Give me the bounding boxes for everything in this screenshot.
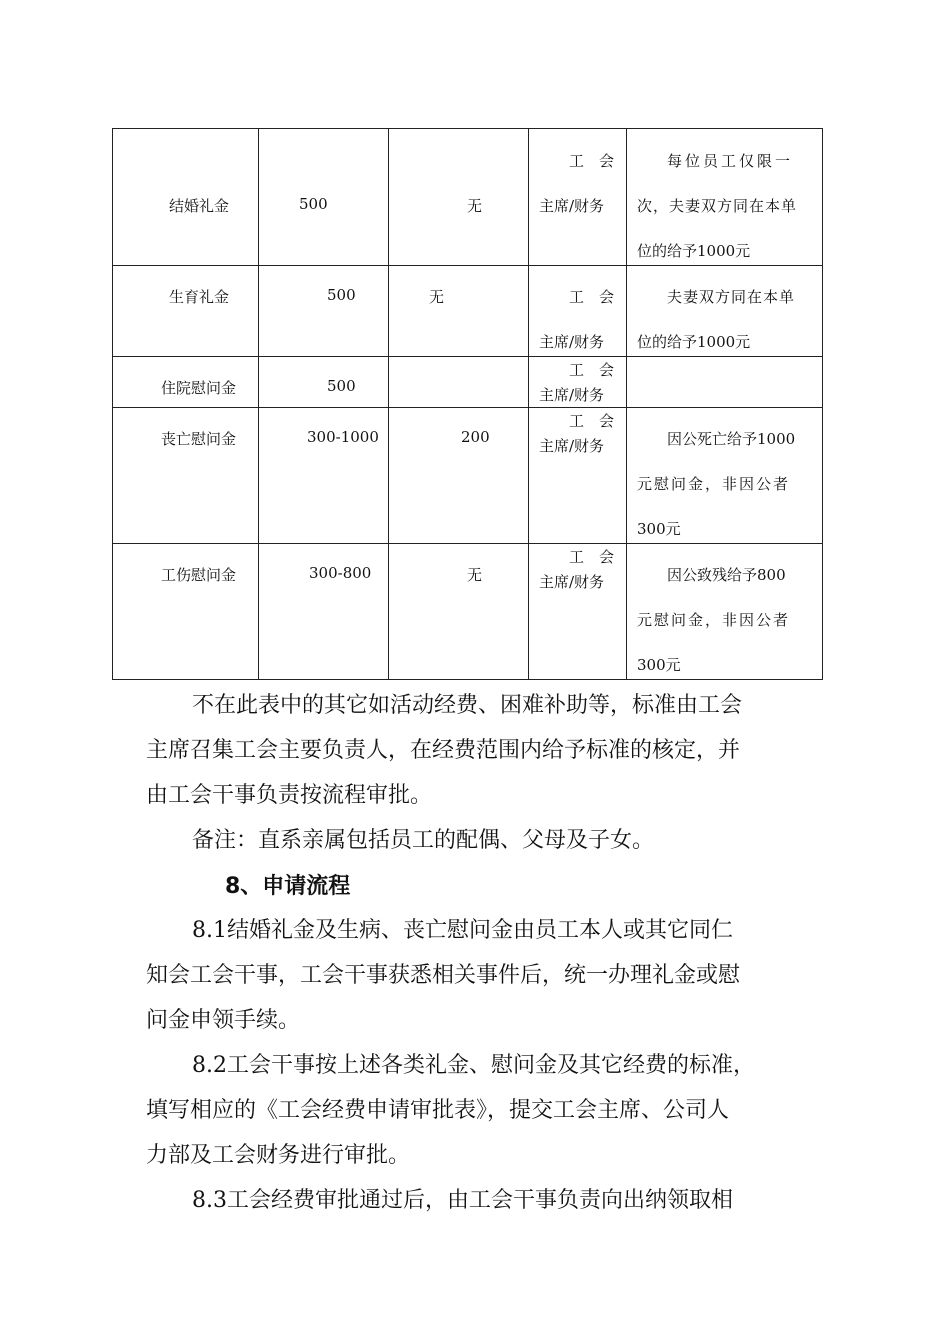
table-row: [113, 357, 823, 408]
table-row: [113, 129, 823, 266]
text-line: 知会工会干事，工会干事获悉相关事件后，统一办理礼金或慰: [146, 963, 741, 988]
approver-line-2: 主席/财务: [539, 437, 605, 455]
amount-cell: [259, 544, 389, 680]
note-cell: [627, 544, 823, 680]
extra-cell: [389, 129, 529, 266]
type-cell: [113, 266, 259, 357]
extra-cell: [389, 544, 529, 680]
benefits-table: [112, 128, 823, 680]
approver-line-2: 主席/财务: [539, 386, 605, 404]
extra-value: 无: [429, 288, 445, 306]
text-line: 8.1结婚礼金及生病、丧亡慰问金由员工本人或其它同仁: [192, 918, 733, 943]
text-line: 由工会干事负责按流程审批。: [146, 783, 433, 808]
type-label: 工伤慰问金: [161, 566, 237, 584]
approver-line-2: 主席/财务: [539, 333, 605, 351]
note-line: 夫妻双方同在本单: [667, 288, 796, 306]
amount-cell: [259, 408, 389, 544]
text-line: 问金申领手续。: [146, 1008, 301, 1033]
note-line: 300元: [637, 656, 681, 674]
type-cell: [113, 544, 259, 680]
note-line: 每位员工仅限一: [667, 152, 794, 170]
extra-value: 无: [467, 566, 483, 584]
type-cell: [113, 129, 259, 266]
remark-paragraph: 备注：直系亲属包括员工的配偶、父母及子女。: [192, 828, 655, 853]
section-heading: 8、申请流程: [225, 874, 351, 899]
note-line: 次，夫妻双方同在本单: [637, 197, 798, 215]
amount-value: 300-1000: [307, 428, 379, 446]
table-row: [113, 408, 823, 544]
approver-line-1: 工 会: [569, 412, 615, 430]
type-label: 结婚礼金: [169, 197, 230, 215]
table-row: [113, 544, 823, 680]
approver-cell: [529, 408, 627, 544]
extra-cell: [389, 408, 529, 544]
table-row: [113, 266, 823, 357]
note-line: 元慰问金，非因公者: [637, 611, 791, 629]
extra-cell: [389, 357, 529, 408]
approver-line-1: 工 会: [569, 152, 615, 170]
approver-cell: [529, 129, 627, 266]
amount-value: 500: [327, 286, 356, 304]
approver-cell: [529, 266, 627, 357]
type-cell: [113, 357, 259, 408]
text-line: 力部及工会财务进行审批。: [146, 1143, 411, 1168]
text-line: 主席召集工会主要负责人，在经费范围内给予标准的核定，并: [146, 738, 741, 763]
approver-line-2: 主席/财务: [539, 197, 605, 215]
text-line: 不在此表中的其它如活动经费、困难补助等，标准由工会: [192, 693, 743, 718]
type-label: 丧亡慰问金: [161, 430, 237, 448]
text-line: 8.2工会干事按上述各类礼金、慰问金及其它经费的标准，: [192, 1053, 755, 1078]
note-line: 因公死亡给予1000: [667, 430, 796, 448]
amount-cell: [259, 266, 389, 357]
note-cell: [627, 357, 823, 408]
approver-cell: [529, 544, 627, 680]
extra-cell: [389, 266, 529, 357]
note-line: 元慰问金，非因公者: [637, 475, 791, 493]
approver-cell: [529, 357, 627, 408]
note-cell: [627, 129, 823, 266]
text-line: 填写相应的《工会经费申请审批表》，提交工会主席、公司人: [146, 1098, 730, 1123]
amount-cell: [259, 129, 389, 266]
type-label: 生育礼金: [169, 288, 230, 306]
approver-line-1: 工 会: [569, 361, 615, 379]
type-label: 住院慰问金: [161, 379, 237, 397]
approver-line-1: 工 会: [569, 288, 615, 306]
approver-line-2: 主席/财务: [539, 573, 605, 591]
note-cell: [627, 266, 823, 357]
amount-value: 500: [299, 195, 328, 213]
note-line: 因公致残给予800: [667, 566, 786, 584]
note-line: 位的给予1000元: [637, 333, 751, 351]
type-cell: [113, 408, 259, 544]
note-line: 300元: [637, 520, 681, 538]
extra-value: 200: [461, 428, 490, 446]
note-cell: [627, 408, 823, 544]
amount-cell: [259, 357, 389, 408]
text-line: 8.3工会经费审批通过后，由工会干事负责向出纳领取相: [192, 1188, 733, 1213]
extra-value: 无: [467, 197, 483, 215]
amount-value: 500: [327, 377, 356, 395]
approver-line-1: 工 会: [569, 548, 615, 566]
amount-value: 300-800: [309, 564, 372, 582]
note-line: 位的给予1000元: [637, 242, 751, 260]
